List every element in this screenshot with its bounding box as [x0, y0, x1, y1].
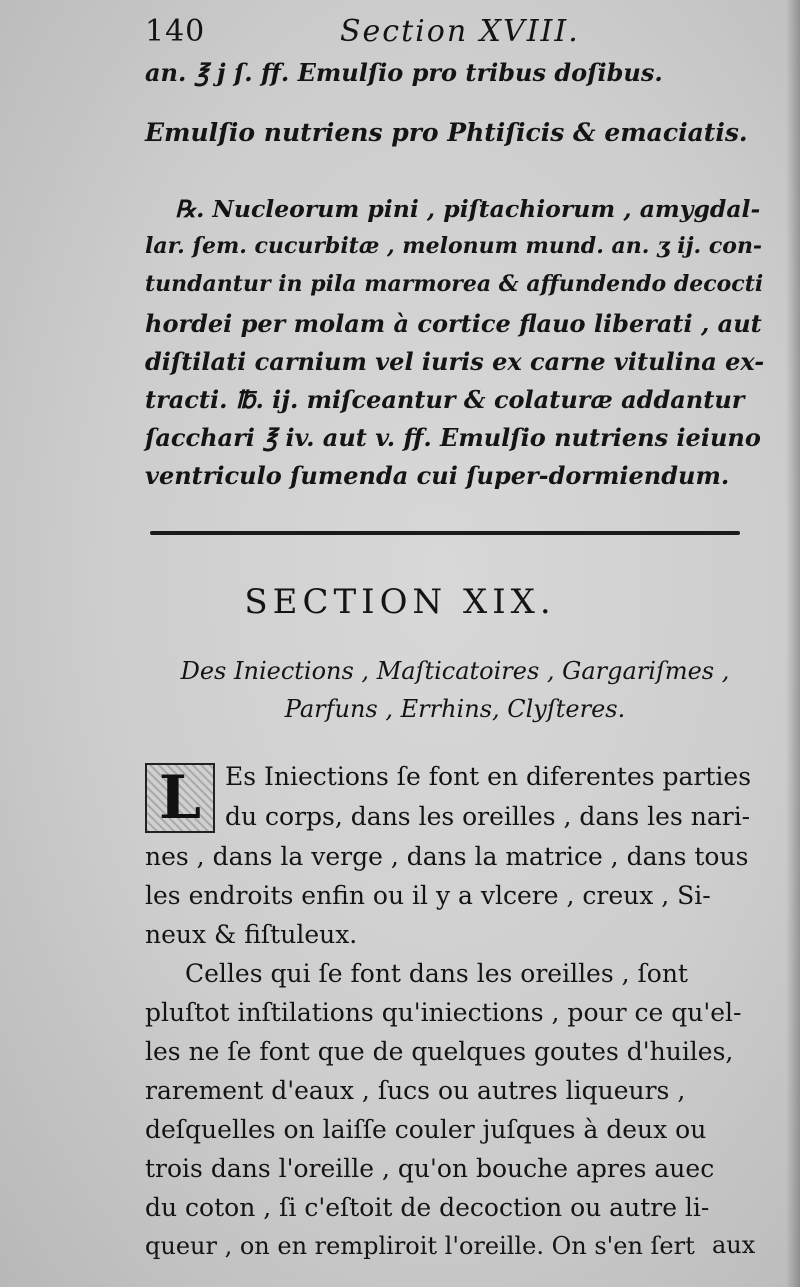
recipe-line: ſacchari ℥ iv. aut v. ff. Emulſio nutriens ieiuno: [145, 423, 761, 452]
recipe-line: lar. ſem. cucurbitæ , melonum mund. an. ʒ ij. con-: [145, 233, 763, 259]
body-line: les ne ſe font que de quelques goutes d'huiles,: [145, 1037, 734, 1066]
body-line: Celles qui ſe font dans les oreilles , ſont: [185, 959, 688, 988]
page-gutter-shadow: [786, 0, 800, 1287]
drop-cap-letter: L: [158, 763, 202, 833]
section-subtitle-line: Des Iniections , Maſticatoires , Gargariſmes ,: [180, 657, 730, 685]
recipe-line: hordei per molam à cortice flauo liberati , aut: [145, 309, 762, 338]
section-divider-rule: [150, 531, 740, 535]
recipe-line: tracti. ℔. ij. miſceantur & colaturæ addantur: [145, 385, 745, 414]
prev-section-line: an. ℥ j ſ. ff. Emulſio pro tribus doſibus.: [145, 58, 663, 87]
body-line: queur , on en rempliroit l'oreille. On s'en ſert: [145, 1232, 695, 1260]
recipe-heading: Emulſio nutriens pro Phtiſicis & emaciatis.: [145, 118, 748, 147]
body-line: neux & fiſtuleux.: [145, 920, 358, 949]
recipe-line: diſtilati carnium vel iuris ex carne vitulina ex-: [145, 347, 765, 376]
section-subtitle-line: Parfuns , Errhins, Clyſteres.: [284, 695, 626, 723]
body-line: du coton , ſi c'eſtoit de decoction ou autre li-: [145, 1193, 710, 1222]
body-line: du corps, dans les oreilles , dans les nari-: [225, 802, 751, 831]
section-title: SECTION XIX.: [244, 582, 556, 622]
page-header: [145, 12, 775, 52]
body-line: trois dans l'oreille , qu'on bouche apres auec: [145, 1154, 715, 1183]
running-head: Section XVIII.: [340, 14, 580, 49]
ornamental-drop-cap: [145, 763, 215, 833]
body-line: rarement d'eaux , ſucs ou autres liqueurs ,: [145, 1076, 686, 1105]
body-line: deſquelles on laiſſe couler juſques à deux ou: [145, 1115, 707, 1144]
recipe-line: ventriculo ſumenda cui ſuper-dormiendum.: [145, 461, 730, 490]
body-line: nes , dans la verge , dans la matrice , dans tous: [145, 842, 749, 871]
recipe-line: ℞. Nucleorum pini , piſtachiorum , amygdal-: [175, 195, 761, 223]
recipe-line: tundantur in pila marmorea & affundendo decocti: [145, 271, 764, 297]
body-line: Es Iniections ſe font en diferentes parties: [225, 762, 752, 791]
catchword: aux: [712, 1231, 756, 1259]
page-number: 140: [145, 14, 206, 49]
body-line: pluſtot inſtilations qu'iniections , pour ce qu'el-: [145, 998, 742, 1027]
body-line: les endroits enfin ou il y a vlcere , creux , Si-: [145, 881, 711, 910]
